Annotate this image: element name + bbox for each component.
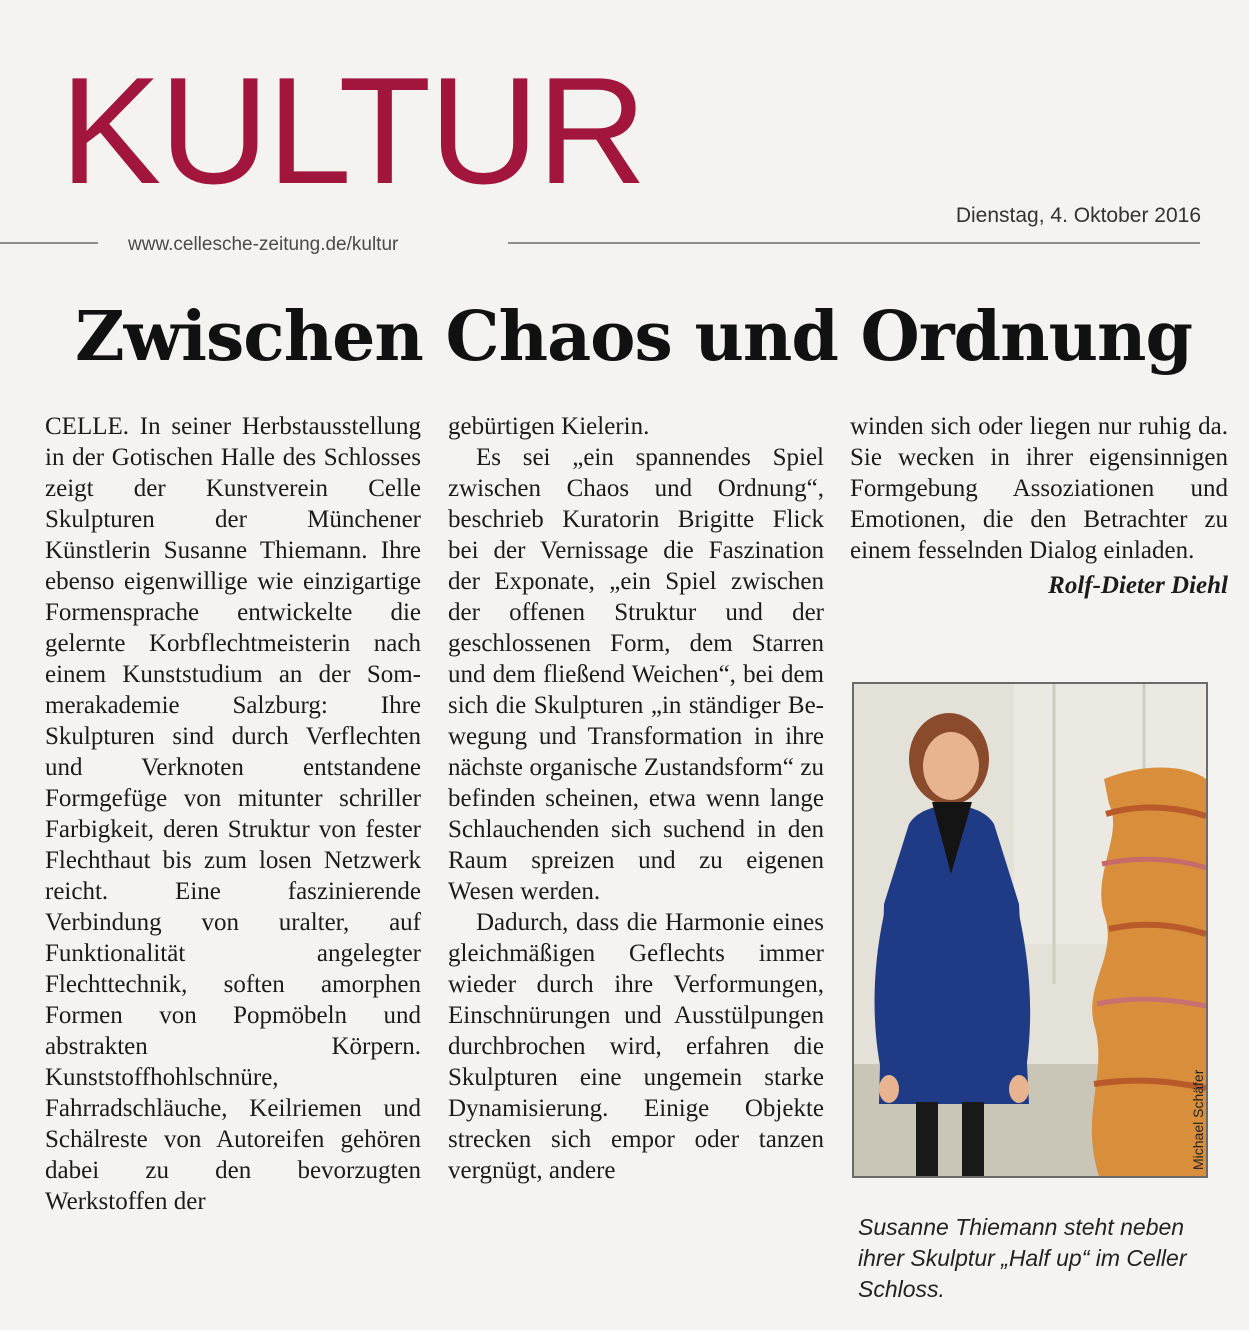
column-2-paragraph-1: gebürtigen Kielerin. xyxy=(448,413,650,440)
article-column-3 xyxy=(850,411,1228,601)
column-2-paragraph-2: Es sei „ein spannendes Spiel zwischen Chaos und Ordnung“, beschrieb Kuratorin Brigitte Flick bei der Vernissage die Faszination der Exponate, „ein Spiel zwischen der offenen Struktur und der geschlossenen Form, dem Starren und dem fließend Weichen“, bei dem sich die Skulpturen „in ständiger Bewegung und Transformation in ihre nächste organische Zustandsform“ zu befinden scheinen, etwa wenn lange Schlauchenden sich suchend in den Raum spreizen und zu eigenen Wesen werden. xyxy=(448,444,824,905)
photo-credit: Michael Schäfer xyxy=(1190,1069,1206,1170)
article-column-2 xyxy=(448,411,824,1186)
column-1-text: CELLE. In seiner Herbstausstellung in der Gotischen Halle des Schlosses zeigt der Kunstverein Celle Skulpturen der Münchener Künstlerin Susanne Thiemann. Ihre ebenso eigenwillige wie einzigartige Formensprache entwickelte die gelernte Korbflechtmeisterin nach einem Kunststudium an der Sommerakademie Salzburg: Ihre Skulpturen sind durch Verflechten und Verknoten entstandene Formgefüge von mitunter schriller Farbigkeit, deren Struktur von fester Flechthaut bis zum losen Netzwerk reicht. Eine faszinierende Verbindung von uralter, auf Funktionalität angelegter Flechttechnik, soften amorphen Formen von Popmöbeln und abstrakten Körpern. Kunststoffhohlschnüre, Fahrradschläuche, Keilriemen und Schälreste von Autoreifen gehören dabei zu den bevorzugten Werkstoffen der xyxy=(45,413,421,1215)
column-3-text: winden sich oder liegen nur ruhig da. Sie wecken in ihrer eigensinnigen Formgebung Assoziationen und Emotionen, die den Betrachter zu einem fesselnden Dialog einladen. xyxy=(850,413,1228,564)
article-column-1 xyxy=(45,411,421,1217)
article-photo xyxy=(852,682,1208,1178)
article-author: Rolf-Dieter Diehl xyxy=(1048,572,1228,599)
header-rule-right xyxy=(508,242,1200,244)
column-2-paragraph-3: Dadurch, dass die Harmonie eines gleichmäßigen Geflechts immer wieder durch ihre Verformungen, Einschnürungen und Ausstülpungen durchbrochen wird, erfahren die Skulpturen eine ungemein starke Dynamisierung. Einige Objekte strecken sich empor oder tanzen vergnügt, andere xyxy=(448,909,824,1184)
issue-date: Dienstag, 4. Oktober 2016 xyxy=(955,204,1201,227)
photo-illustration xyxy=(854,684,1206,1176)
section-title: KULTUR xyxy=(60,46,645,216)
section-url[interactable]: www.cellesche-zeitung.de/kultur xyxy=(128,234,399,255)
article-headline: Zwischen Chaos und Ordnung xyxy=(75,297,1193,377)
header-rule-left xyxy=(0,242,98,244)
photo-caption: Susanne Thiemann steht neben ihrer Skulptur „Half up“ im Celler Schloss. xyxy=(858,1214,1187,1302)
